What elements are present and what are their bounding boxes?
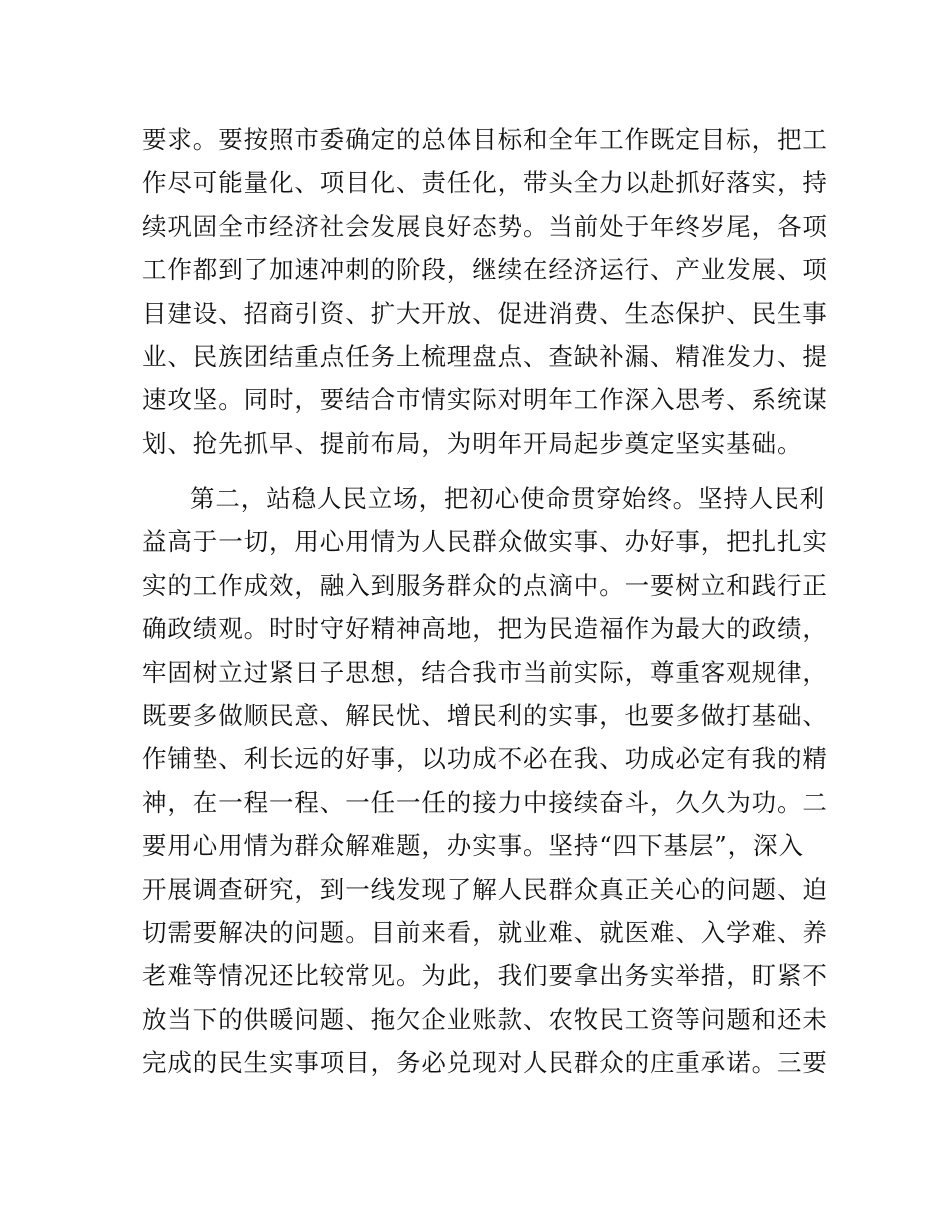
text-line: 牢固树立过紧日子思想，结合我市当前实际，尊重客观规律， (142, 657, 828, 687)
text-line: 切需要解决的问题。目前来看，就业难、就医难、入学难、养 (142, 917, 828, 947)
text-line: 要用心用情为群众解难题，办实事。坚持“四下基层”，深入 (142, 831, 804, 861)
text-line: 老难等情况还比较常见。为此，我们要拿出务实举措，盯紧不 (142, 961, 828, 991)
text-line: 确政绩观。时时守好精神高地，把为民造福作为最大的政绩， (142, 614, 828, 644)
text-line: 第二，站稳人民立场，把初心使命贯穿始终。坚持人民利 (190, 484, 825, 513)
text-line: 续巩固全市经济社会发展良好态势。当前处于年终岁尾，各项 (142, 211, 828, 241)
text-line: 作尽可能量化、项目化、责任化，带头全力以赴抓好落实，持 (142, 168, 828, 198)
text-line: 业、民族团结重点任务上梳理盘点、查缺补漏、精准发力、提 (142, 341, 828, 371)
text-line: 作铺垫、利长远的好事，以功成不必在我、功成必定有我的精 (142, 744, 828, 774)
text-line: 划、抢先抓早、提前布局，为明年开局起步奠定坚实基础。 (142, 428, 803, 458)
text-line: 神，在一程一程、一任一任的接力中接续奋斗，久久为功。二 (142, 787, 828, 817)
text-line: 实的工作成效，融入到服务群众的点滴中。一要树立和践行正 (142, 570, 828, 600)
text-line: 益高于一切，用心用情为人民群众做实事、办好事，把扎扎实 (142, 527, 828, 557)
text-line: 速攻坚。同时，要结合市情实际对明年工作深入思考、系统谋 (142, 385, 828, 415)
text-line: 开展调查研究，到一线发现了解人民群众真正关心的问题、迫 (142, 874, 828, 904)
paragraph-1 (142, 118, 828, 465)
text-line: 放当下的供暖问题、拖欠企业账款、农牧民工资等问题和还未 (142, 1004, 828, 1034)
paragraph-2 (142, 477, 828, 1084)
text-line: 既要多做顺民意、解民忧、增民利的实事，也要多做打基础、 (142, 700, 828, 730)
text-line: 目建设、招商引资、扩大开放、促进消费、生态保护、民生事 (142, 298, 828, 328)
text-line: 工作都到了加速冲刺的阶段，继续在经济运行、产业发展、项 (142, 255, 828, 285)
text-line: 要求。要按照市委确定的总体目标和全年工作既定目标，把工 (142, 125, 828, 154)
text-line: 完成的民生实事项目，务必兑现对人民群众的庄重承诺。三要 (142, 1048, 828, 1078)
